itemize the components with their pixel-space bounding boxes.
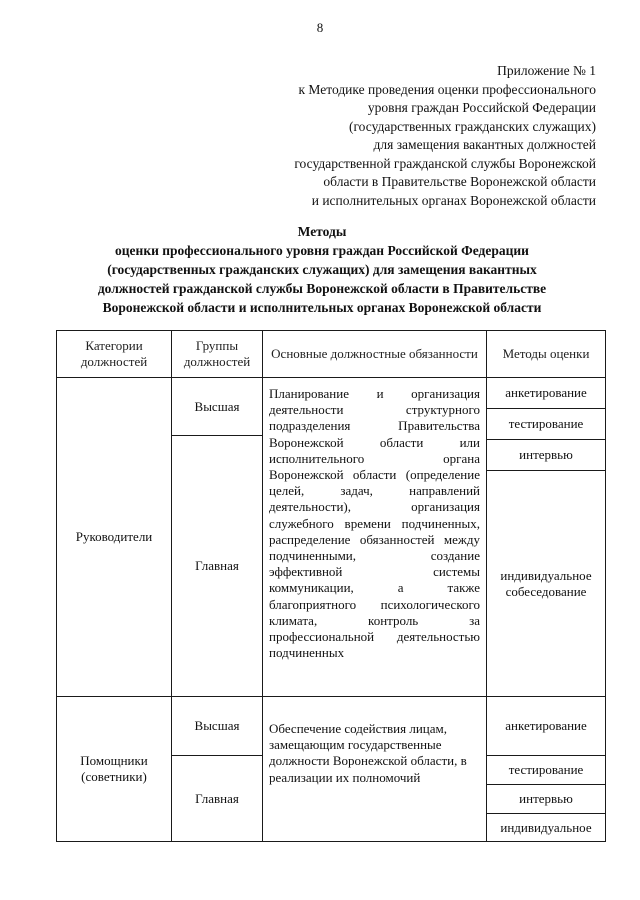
method-cell	[486, 784, 606, 814]
title-line: Методы	[297, 224, 347, 239]
method-label: интервью	[519, 447, 573, 462]
category-label: Помощники (советники)	[80, 753, 148, 784]
method-label: тестирование	[508, 762, 584, 777]
assessment-methods-table	[56, 330, 606, 900]
header-category-label: Категории должностей	[80, 338, 148, 369]
header-category	[56, 330, 172, 378]
duties-text: Обеспечение содействия лицам, замещающим государственные должности Воронежской области, в реализации их полномочий	[269, 721, 467, 785]
duties-text: Планирование и организация деятельности структурного подразделения Правительства Воронежской области или исполнительного органа Воронежской области (определение целей, задач, направлений деятельности), организация служебного времени подчиненных, распределение обязанностей между подчиненными, создание эффективной системы коммуникации, а также благоприятного психологического климата, контроль за профессиональной деятельностью подчиненных	[269, 386, 480, 661]
title-line: (государственных гражданских служащих) для замещения вакантных	[107, 262, 537, 277]
title-line: должностей гражданской службы Воронежской области в Правительстве	[97, 281, 547, 296]
appendix-line: уровня граждан Российской Федерации	[367, 100, 596, 115]
appendix-line: Приложение № 1	[497, 63, 596, 78]
title-line: Воронежской области и исполнительных органах Воронежской области	[102, 300, 542, 315]
appendix-line: для замещения вакантных должностей	[373, 137, 596, 152]
method-label: анкетирование	[505, 385, 587, 400]
appendix-line: и исполнительных органах Воронежской области	[311, 192, 596, 208]
method-label: индивидуальное	[500, 819, 592, 835]
group-label: Главная	[195, 558, 239, 573]
appendix-line: к Методике проведения оценки профессионального	[298, 81, 596, 97]
method-cell	[486, 696, 606, 756]
header-duties-label: Основные должностные обязанности	[271, 346, 478, 361]
appendix-line: (государственных гражданских служащих)	[348, 118, 596, 134]
page-number: 8	[316, 20, 324, 35]
group-cell	[171, 755, 263, 842]
header-methods	[486, 330, 606, 378]
group-cell	[171, 377, 263, 436]
header-group	[171, 330, 263, 378]
group-label: Высшая	[194, 718, 240, 733]
group-cell	[171, 435, 263, 697]
title-line: оценки профессионального уровня граждан Российской Федерации	[115, 243, 529, 258]
method-cell	[486, 408, 606, 440]
group-label: Высшая	[194, 398, 240, 414]
method-label: анкетирование	[505, 718, 587, 733]
method-cell	[486, 439, 606, 471]
group-cell	[171, 696, 263, 756]
appendix-note	[236, 62, 596, 210]
category-label: Руководители	[75, 529, 153, 544]
method-cell	[486, 377, 606, 409]
method-cell	[486, 755, 606, 785]
method-label: тестирование	[508, 416, 584, 431]
duties-cell	[262, 696, 487, 842]
duties-cell	[262, 377, 487, 697]
appendix-line: области в Правительстве Воронежской области	[323, 174, 596, 189]
method-label: индивидуальное собеседование	[500, 567, 592, 599]
method-cell	[486, 470, 606, 697]
header-duties	[262, 330, 487, 378]
header-methods-label: Методы оценки	[502, 346, 590, 361]
appendix-line: государственной гражданской службы Воронежской	[294, 155, 596, 171]
category-cell	[56, 696, 172, 842]
method-cell	[486, 813, 606, 842]
group-label: Главная	[195, 790, 239, 806]
document-title	[40, 222, 604, 317]
category-cell	[56, 377, 172, 697]
method-label: интервью	[519, 791, 573, 806]
header-group-label: Группы должностей	[183, 338, 251, 369]
